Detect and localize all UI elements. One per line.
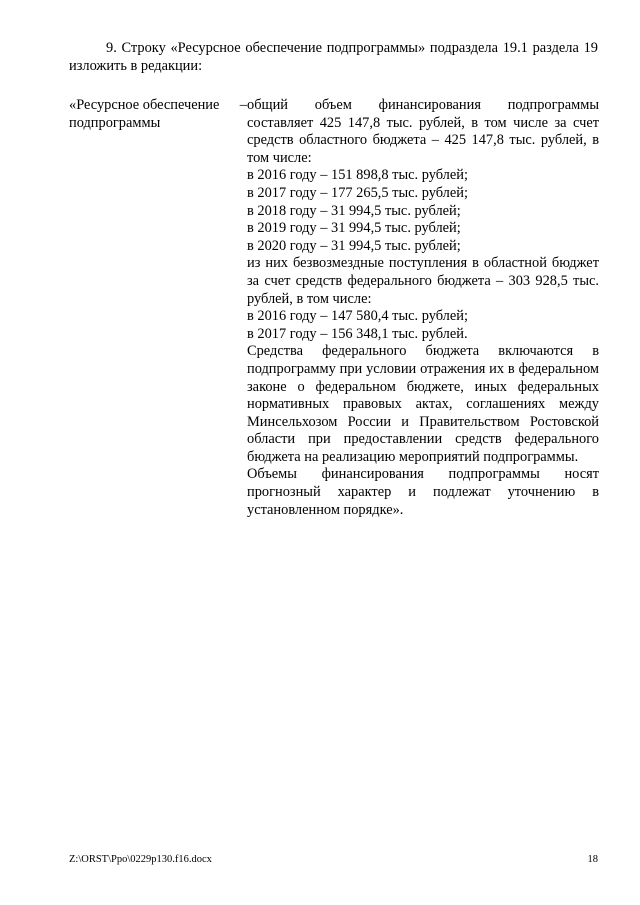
row-label-text: «Ресурсное обеспечение bbox=[69, 97, 220, 113]
federal-year-2016: в 2016 году – 147 580,4 тыс. рублей; bbox=[247, 308, 468, 325]
federal-year-2017: в 2017 году – 156 348,1 тыс. рублей. bbox=[247, 325, 468, 342]
page-number: 18 bbox=[587, 854, 598, 865]
row-content bbox=[247, 97, 599, 519]
federal-financing-paragraph: из них безвозмездные поступления в областной бюджет за счет средств федерального бюджета – 303 928,5 тыс. рублей, в том числе: bbox=[247, 255, 599, 307]
regional-year-2016: в 2016 году – 151 898,8 тыс. рублей; bbox=[247, 167, 468, 184]
row-label-line1 bbox=[69, 97, 247, 115]
row-label-line2: подпрограммы bbox=[69, 114, 161, 131]
row-label bbox=[69, 97, 247, 132]
page-footer bbox=[69, 854, 598, 866]
total-financing-paragraph: общий объем финансирования подпрограммы составляет 425 147,8 тыс. рублей, в том числе за счет средств областного бюджета – 425 147,8 тыс. рублей, в том числе: bbox=[247, 97, 599, 166]
file-path: Z:\ORST\Ppo\0229p130.f16.docx bbox=[69, 854, 212, 865]
row-label-dash: – bbox=[239, 97, 247, 113]
regional-year-2018: в 2018 году – 31 994,5 тыс. рублей; bbox=[247, 202, 461, 219]
regional-year-2017: в 2017 году – 177 265,5 тыс. рублей; bbox=[247, 184, 468, 201]
regional-year-2020: в 2020 году – 31 994,5 тыс. рублей; bbox=[247, 237, 461, 254]
regional-year-2019: в 2019 году – 31 994,5 тыс. рублей; bbox=[247, 220, 461, 237]
condition-paragraph: Средства федерального бюджета включаются в подпрограмму при условии отражения их в федеральном законе о федеральном бюджете, иных федеральных нормативных правовых актах, соглашениях между Минсельхозом России и Правительством Ростовской области при предоставлении средств федерального бюджета на реализацию мероприятий подпрограммы. bbox=[247, 343, 599, 465]
forecast-paragraph: Объемы финансирования подпрограммы носят прогнозный характер и подлежат уточнению в установленном порядке». bbox=[247, 466, 599, 518]
amendment-intro: 9. Строку «Ресурсное обеспечение подпрограммы» подраздела 19.1 раздела 19 изложить в редакции: bbox=[69, 40, 598, 74]
